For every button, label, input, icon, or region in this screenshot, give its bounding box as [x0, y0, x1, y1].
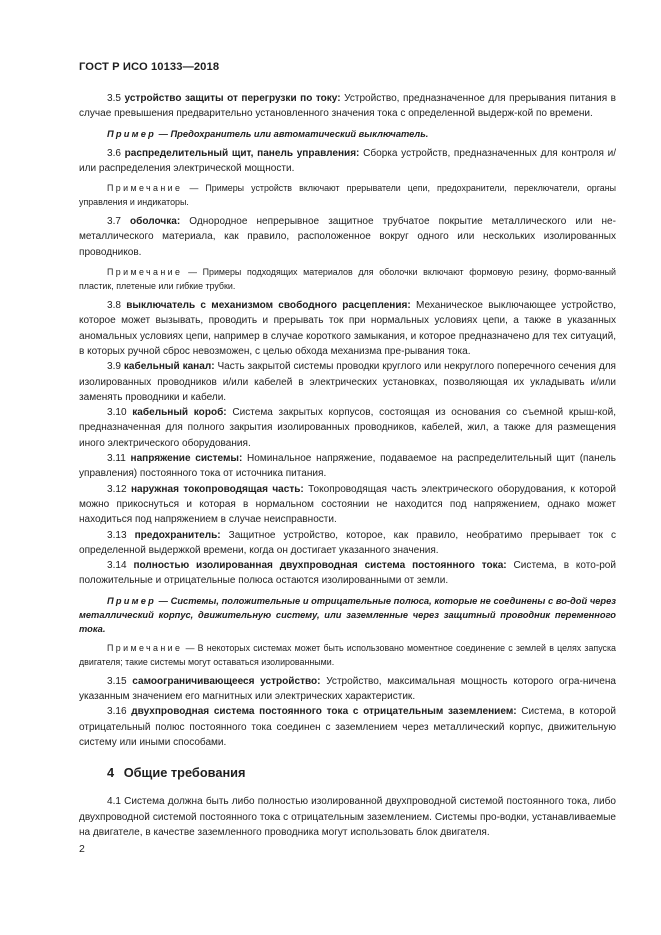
example-text: — Предохранитель или автоматический выключатель.	[158, 128, 429, 139]
term-3-5	[79, 91, 616, 122]
term-name: оболочка:	[130, 216, 181, 228]
term-number: 3.15	[107, 675, 127, 687]
term-3-15	[79, 674, 616, 705]
term-definition: Система, в кото-рой положительные и отрицательные полюса остаются изолированными от земли.	[79, 560, 617, 587]
term-number: 3.12	[107, 483, 127, 495]
term-name: кабельный короб:	[132, 407, 227, 419]
standard-header: ГОСТ Р ИСО 10133—2018	[79, 61, 220, 73]
note-label: Примечание	[107, 642, 183, 653]
term-number: 3.11	[107, 453, 126, 465]
term-name: напряжение системы:	[130, 453, 243, 465]
term-3-12	[79, 482, 616, 528]
term-definition: Часть закрытой системы проводки круглого или некруглого поперечного сечения для изолированных проводников и/или кабелей в электрических установках, позволяющая их укладывать и/или заменять проводники и кабели.	[79, 361, 616, 403]
term-name: самоограничивающееся устройство:	[132, 675, 321, 687]
example-label: Пример	[107, 595, 156, 606]
section-title: Общие требования	[123, 765, 246, 781]
term-name: выключатель с механизмом свободного расцепления:	[126, 300, 411, 312]
term-name: устройство защиты от перегрузки по току:	[124, 93, 341, 104]
term-definition: Сборка устройств, предназначенных для контроля и/или распределения электрической мощности.	[79, 147, 617, 174]
term-3-8	[79, 298, 616, 359]
term-name: полностью изолированная двухпроводная система постоянного тока:	[133, 560, 507, 572]
section-heading	[79, 764, 616, 782]
term-number: 3.16	[107, 706, 127, 718]
term-3-16	[79, 704, 616, 750]
note-3-7	[79, 265, 616, 293]
term-definition: Устройство, максимальная мощность которого огра-ничена указанным значением его магнитных или электрических характеристик.	[79, 675, 616, 703]
term-number: 3.6	[107, 147, 121, 159]
page-number: 2	[79, 843, 85, 855]
term-name: кабельный канал:	[123, 361, 215, 373]
term-3-14	[79, 558, 616, 589]
term-number: 3.14	[107, 560, 127, 572]
term-3-7	[79, 214, 616, 260]
example-label: Пример	[107, 128, 156, 139]
term-definition: Токопроводящая часть электрического оборудования, к которой можно прикоснуться и которая в нормальном состоянии не находится под напряжением, однако может находиться под напряжением в случае неисправности.	[79, 483, 617, 526]
term-definition: Устройство, предназначенное для прерывания питания в случае превышения предварительно установленного значения тока с определенной выдерж-кой по времени.	[79, 93, 616, 120]
term-number: 3.8	[107, 300, 121, 312]
term-name: наружная токопроводящая часть:	[130, 483, 304, 495]
term-3-10	[79, 405, 616, 451]
note-label: Примечание	[107, 183, 183, 194]
term-name: предохранитель:	[134, 529, 221, 541]
term-3-9	[79, 359, 616, 405]
clause-number: 4.1	[107, 796, 121, 808]
note-label: Примечание	[107, 267, 183, 278]
term-name: двухпроводная система постоянного тока с отрицательным заземлением:	[131, 706, 517, 718]
note-3-6	[79, 181, 616, 209]
note-text: — Примеры подходящих материалов для оболочки включают формовую резину, формо-ванный пластик, плетеные или гибкие трубки.	[79, 267, 616, 292]
term-definition: Однородное непрерывное защитное трубчатое покрытие металлического или не-металлического материала, как правило, расположенное вокруг одного или нескольких изолированных проводников.	[79, 216, 616, 258]
note-text: — В некоторых системах может быть использовано моментное соединение с землей в целях запуска двигателя; такие системы могут оставаться изолированными.	[79, 642, 616, 667]
clause-4-1	[79, 794, 616, 840]
term-definition: Система закрытых корпусов, состоящая из основания со съемной крыш-кой, предназначенная для полного закрытия изолированных проводников, кабелей, жил, а также для размещения иного электрического оборудования.	[79, 407, 616, 449]
note-3-14	[79, 641, 616, 669]
term-number: 3.13	[107, 529, 127, 541]
term-definition: Защитное устройство, которое, как правило, необратимо прерывает ток с определенной выдержкой времени, когда он достигает указанного значения.	[79, 529, 617, 556]
term-number: 3.10	[107, 407, 127, 419]
example-3-5	[79, 127, 616, 141]
example-text: — Системы, положительные и отрицательные полюса, которые не соединены с во-дой через металлический корпус, движительную систему, или заземленные через защитный проводник переменного тока.	[79, 595, 616, 634]
term-definition: Механическое выключающее устройство, которое может вызывать, проводить и прерывать ток при нормальных условиях цепи, а также в указанных аномальных условиях цепи, например в случае короткого замыкания, и которое предназначено для тех ситуаций, в которых ручной сброс невозможен, с целью обхода механизма пре-рывания тока.	[79, 300, 616, 357]
clause-text: Система должна быть либо полностью изолированной двухпроводной системой постоянного тока, либо двухпроводной системой постоянного тока с отрицательным заземлением. Системы про-водки, устанавливаемые на двигателе, в качестве заземленного проводника могут использовать блок двигателя.	[79, 796, 616, 838]
term-3-6	[79, 146, 616, 177]
term-definition: Номинальное напряжение, подаваемое на распределительный щит (панель управления) постоянного тока от источника питания.	[79, 453, 616, 480]
term-number: 3.5	[107, 93, 121, 104]
note-text: — Примеры устройств включают прерыватели цепи, предохранители, переключатели, органы управления и индикаторы.	[79, 183, 616, 208]
term-3-13	[79, 528, 616, 559]
term-definition: Система, в которой отрицательный полюс постоянного тока соединен с заземлением через металлический корпус, движительную систему или иными способами.	[79, 706, 617, 748]
document-body	[79, 91, 616, 840]
section-number: 4	[107, 765, 115, 781]
term-number: 3.7	[107, 216, 121, 228]
term-3-11	[79, 451, 616, 482]
term-name: распределительный щит, панель управления:	[124, 147, 360, 159]
example-3-14	[79, 594, 616, 636]
term-number: 3.9	[107, 361, 121, 373]
